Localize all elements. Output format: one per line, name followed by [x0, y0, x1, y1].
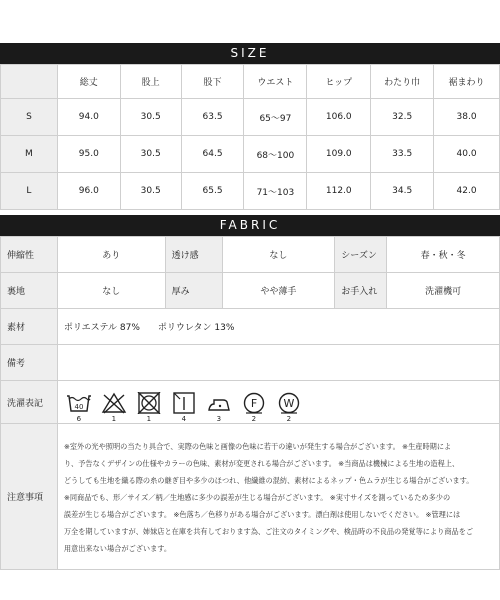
size-cell: 30.5	[120, 136, 181, 173]
size-cell: 32.5	[371, 99, 434, 136]
size-cell: 30.5	[120, 99, 181, 136]
notes-label: 備考	[1, 345, 58, 381]
size-cell: 109.0	[307, 136, 371, 173]
fabric-row-2	[1, 273, 500, 309]
size-header-row	[1, 65, 500, 99]
lining-label: 裏地	[1, 273, 58, 309]
size-cell: 34.5	[371, 173, 434, 210]
caution-label: 注意事項	[1, 424, 58, 570]
wash-label: 洗濯表記	[1, 381, 58, 424]
size-cell: 40.0	[434, 136, 500, 173]
care-symbol	[66, 392, 92, 423]
size-cell: 65.5	[181, 173, 244, 210]
size-row-m	[1, 136, 500, 173]
care-number: 1	[146, 415, 152, 423]
caution-line: どうしても生地を織る際の糸の継ぎ目や多少のほつれ、他繊維の混紡、素材によるネップ・色ムラが生じる場合がございます。	[63, 476, 474, 485]
size-cell: 106.0	[307, 99, 371, 136]
fabric-section-header: FABRIC	[0, 215, 500, 236]
wet-clean-w-icon	[276, 392, 302, 414]
size-cell: 38.0	[434, 99, 500, 136]
notes-value	[57, 345, 499, 381]
fabric-row-1	[1, 237, 500, 273]
material-label: 素材	[1, 309, 58, 345]
wash-icons	[58, 381, 499, 423]
caution-line: 誤差が生じる場合がございます。 ※色落ち／色移りがある場合がございます。漂白剤は使用しないでください。 ※管理には	[63, 510, 461, 519]
care-symbol	[171, 392, 197, 423]
size-row-label: L	[1, 173, 58, 210]
size-cell: 64.5	[181, 136, 244, 173]
care-number: 2	[286, 415, 292, 423]
care-number: 2	[251, 415, 257, 423]
caution-line: 万全を期していますが、姉妹店と在庫を共有しております為、ご注文のタイミングや、検品時の不良品の発覚等により商品をご	[63, 527, 474, 536]
care-symbol	[206, 392, 232, 423]
wash-40-icon	[66, 392, 92, 414]
size-cell: 30.5	[120, 173, 181, 210]
dry-clean-f-icon	[241, 392, 267, 414]
care-symbol	[136, 392, 162, 423]
size-row-l	[1, 173, 500, 210]
size-row-label: S	[1, 99, 58, 136]
size-table	[0, 64, 500, 210]
care-number: 4	[181, 415, 187, 423]
lining-value: なし	[57, 273, 165, 309]
size-cell: 94.0	[57, 99, 120, 136]
size-cell: 68～100	[244, 136, 307, 173]
iron-low-icon	[206, 392, 232, 414]
size-cell: 96.0	[57, 173, 120, 210]
size-col-header: 股下	[181, 65, 244, 99]
size-cell: 63.5	[181, 99, 244, 136]
stretch-value: あり	[57, 237, 165, 273]
care-value: 洗濯機可	[387, 273, 500, 309]
care-symbol	[241, 392, 267, 423]
caution-line: り、予告なくデザインの仕様やカラーの色味、素材が変更される場合がございます。 ※当商品は機械による生地の造程上、	[63, 459, 460, 468]
notes-row	[1, 345, 500, 381]
svg-text:W: W	[283, 397, 295, 410]
size-corner-cell	[1, 65, 58, 99]
care-symbol	[276, 392, 302, 423]
caution-text	[57, 424, 499, 570]
care-label: お手入れ	[335, 273, 387, 309]
size-cell: 33.5	[371, 136, 434, 173]
size-col-header: ヒップ	[307, 65, 371, 99]
svg-text:40: 40	[74, 403, 84, 411]
caution-line: ※同商品でも、形／サイズ／柄／生地感に多少の誤差が生じる場合がございます。 ※実寸サイズを測っているため多少の	[63, 493, 451, 502]
size-col-header: わたり巾	[371, 65, 434, 99]
size-row-label: M	[1, 136, 58, 173]
caution-line: ※室外の光や照明の当たり具合で、実際の色味と画像の色味に若干の違いが発生する場合がございます。 ※生産時期によ	[63, 442, 452, 451]
season-label: シーズン	[335, 237, 387, 273]
care-number: 6	[76, 415, 82, 423]
size-col-header: 裾まわり	[434, 65, 500, 99]
no-tumble-dry-icon	[136, 392, 162, 414]
stretch-label: 伸縮性	[1, 237, 58, 273]
fabric-table	[0, 236, 500, 570]
sheer-value: なし	[222, 237, 335, 273]
material-row	[1, 309, 500, 345]
care-symbol	[101, 392, 127, 423]
care-number: 1	[111, 415, 117, 423]
size-cell: 42.0	[434, 173, 500, 210]
caution-row	[1, 424, 500, 570]
size-cell: 95.0	[57, 136, 120, 173]
season-value: 春・秋・冬	[387, 237, 500, 273]
size-section-header: SIZE	[0, 43, 500, 64]
size-col-header: ウエスト	[244, 65, 307, 99]
size-cell: 65～97	[244, 99, 307, 136]
wash-icons-cell	[57, 381, 499, 424]
caution-line: 用意出来ない場合がございます。	[63, 544, 172, 553]
thickness-value: やや薄手	[222, 273, 335, 309]
sheer-label: 透け感	[165, 237, 222, 273]
svg-text:F: F	[250, 397, 257, 410]
wash-row	[1, 381, 500, 424]
size-col-header: 股上	[120, 65, 181, 99]
no-bleach-icon	[101, 392, 127, 414]
care-number: 3	[216, 415, 222, 423]
line-dry-shade-icon	[171, 392, 197, 414]
size-cell: 71～103	[244, 173, 307, 210]
size-col-header: 総丈	[57, 65, 120, 99]
size-cell: 112.0	[307, 173, 371, 210]
size-row-s	[1, 99, 500, 136]
material-value: ポリエステル 87% ポリウレタン 13%	[57, 309, 499, 345]
thickness-label: 厚み	[165, 273, 222, 309]
